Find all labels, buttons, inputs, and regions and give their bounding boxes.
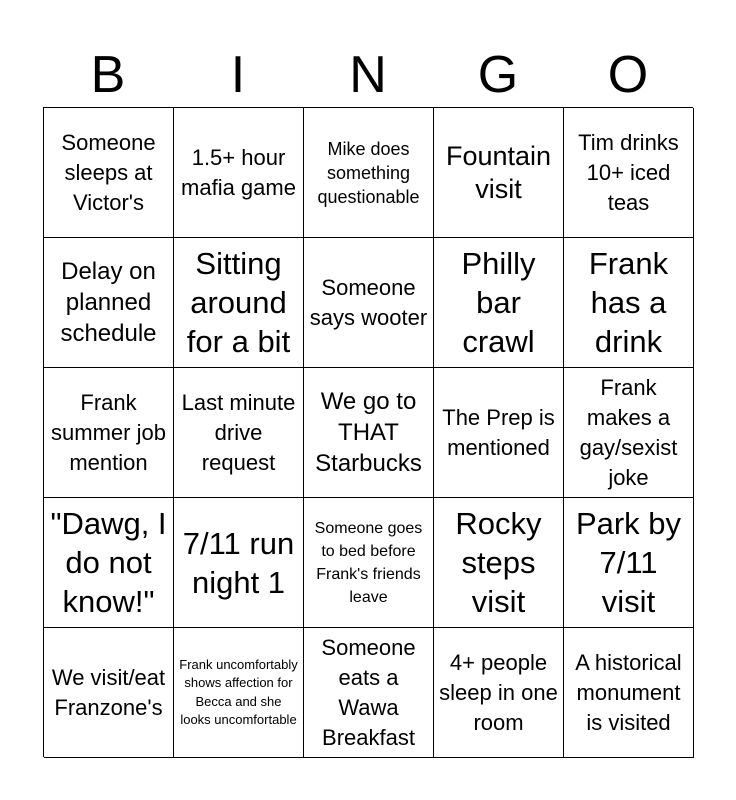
header-letter-o: O	[607, 46, 649, 104]
cell-text: Frank uncomfortably shows affection for Becca and she looks uncomfortable	[179, 656, 298, 727]
cell-text: Rocky steps visit	[455, 506, 542, 619]
bingo-cell[interactable]	[174, 628, 304, 758]
cell-text: 1.5+ hour mafia game	[181, 144, 296, 200]
cell-text: Sitting around for a bit	[186, 246, 291, 359]
bingo-cell[interactable]	[44, 238, 174, 368]
cell-text: Philly bar crawl	[461, 246, 536, 359]
cell-text: A historical monument is visited	[575, 649, 682, 735]
bingo-card	[43, 107, 693, 757]
header-letter-g: G	[477, 46, 519, 104]
cell-text: The Prep is mentioned	[442, 404, 555, 460]
bingo-cell[interactable]	[304, 368, 434, 498]
cell-text: Someone says wooter	[309, 274, 428, 330]
cell-text: Last minute drive request	[181, 389, 296, 475]
bingo-cell[interactable]	[304, 498, 434, 628]
bingo-cell[interactable]	[434, 368, 564, 498]
cell-text: Frank summer job mention	[51, 389, 166, 475]
bingo-cell[interactable]	[434, 108, 564, 238]
bingo-cell[interactable]	[564, 498, 694, 628]
bingo-cell[interactable]	[174, 108, 304, 238]
cell-text: Mike does something questionable	[317, 138, 420, 207]
bingo-cell[interactable]	[174, 238, 304, 368]
cell-text: Fountain visit	[445, 140, 552, 204]
bingo-cell[interactable]	[44, 628, 174, 758]
bingo-cell[interactable]	[44, 108, 174, 238]
bingo-cell[interactable]	[174, 498, 304, 628]
header-letter-i: I	[230, 46, 246, 104]
header-letter-b: B	[90, 46, 126, 104]
cell-text: Tim drinks 10+ iced teas	[578, 129, 679, 215]
bingo-cell[interactable]	[304, 628, 434, 758]
cell-text: Someone eats a Wawa Breakfast	[321, 634, 416, 750]
bingo-cell[interactable]	[434, 238, 564, 368]
cell-text: Someone goes to bed before Frank's friends leave	[314, 519, 423, 606]
cell-text: Frank makes a gay/sexist joke	[579, 374, 678, 490]
bingo-cell[interactable]	[434, 498, 564, 628]
bingo-cell[interactable]	[564, 368, 694, 498]
bingo-header	[43, 44, 693, 106]
bingo-cell[interactable]	[44, 498, 174, 628]
bingo-cell[interactable]	[564, 238, 694, 368]
bingo-cell[interactable]	[434, 628, 564, 758]
cell-text: 7/11 run night 1	[182, 525, 295, 600]
cell-text: We visit/eat Franzone's	[51, 664, 166, 720]
bingo-cell[interactable]	[304, 108, 434, 238]
bingo-cell[interactable]	[304, 238, 434, 368]
cell-text: 4+ people sleep in one room	[439, 649, 558, 735]
cell-text: "Dawg, I do not know!"	[50, 506, 167, 619]
bingo-cell[interactable]	[564, 108, 694, 238]
header-letter-n: N	[349, 46, 387, 104]
cell-text: We go to THAT Starbucks	[315, 388, 422, 477]
bingo-cell[interactable]	[564, 628, 694, 758]
cell-text: Park by 7/11 visit	[575, 506, 682, 619]
cell-text: Delay on planned schedule	[60, 258, 157, 347]
cell-text: Someone sleeps at Victor's	[61, 129, 156, 215]
bingo-cell[interactable]	[44, 368, 174, 498]
cell-text: Frank has a drink	[588, 246, 669, 359]
bingo-cell[interactable]	[174, 368, 304, 498]
